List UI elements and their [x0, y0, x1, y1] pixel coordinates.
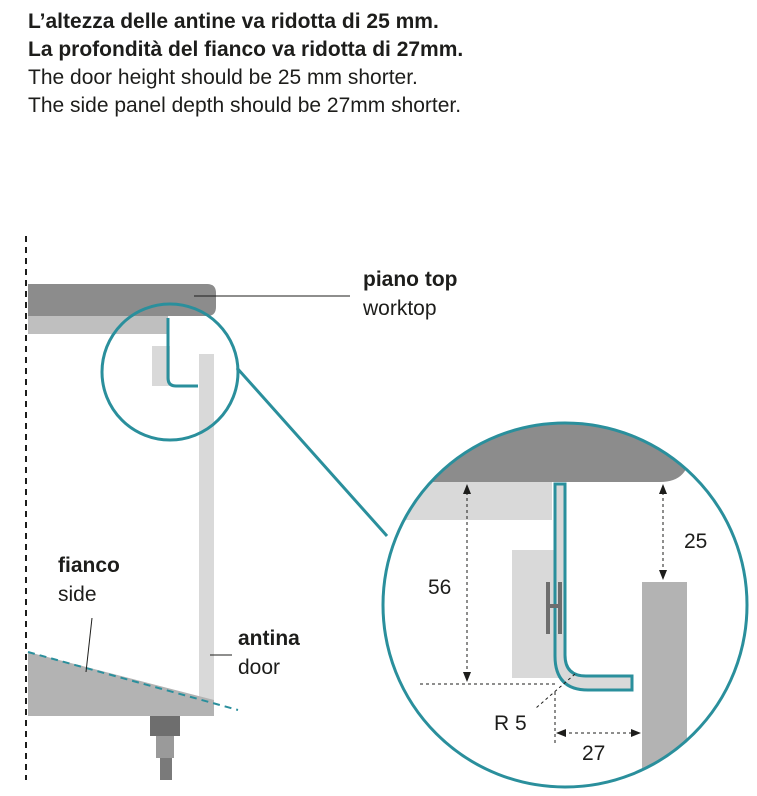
worktop-label-it: piano top [363, 268, 458, 291]
dim-25-label: 25 [684, 530, 708, 553]
dim-56-label: 56 [428, 576, 452, 599]
instruction-line-en-door: The door height should be 25 mm shorter. [28, 66, 418, 89]
dim-25-arrow-bottom [659, 570, 667, 580]
dim-27-arrow-right [631, 729, 641, 737]
instruction-line-it-door: L’altezza delle antine va ridotta di 25 mm. [28, 10, 439, 33]
door-overview [199, 354, 214, 710]
profile-overview [168, 318, 198, 386]
zoom-profile-rail [555, 484, 632, 690]
leg-top [150, 716, 180, 736]
dim-25-arrow-top [659, 484, 667, 494]
instruction-line-en-side: The side panel depth should be 27mm shorter. [28, 94, 462, 117]
side-panel-overview [28, 652, 214, 716]
instruction-line-it-side: La profondità del fianco va ridotta di 27mm. [28, 38, 464, 61]
dim-27-arrow-left [556, 729, 566, 737]
overview-drawing [28, 284, 238, 780]
door-label-it: antina [238, 627, 300, 650]
worktop-overview [28, 284, 216, 316]
side-label-en: side [58, 583, 97, 606]
door-label-en: door [238, 656, 281, 679]
side-label-it: fianco [58, 554, 120, 577]
under-worktop-strip [28, 316, 168, 334]
dim-56-arrow-bottom [463, 672, 471, 682]
radius-label: R 5 [494, 712, 527, 735]
side-leader [86, 618, 92, 672]
leg-bottom [160, 758, 172, 780]
leg-middle [156, 736, 174, 758]
zoom-worktop [380, 420, 690, 482]
zoom-detail [380, 420, 690, 796]
worktop-label-en: worktop [363, 297, 437, 320]
zoom-hinge-cross [546, 604, 562, 608]
zoom-door [642, 582, 687, 796]
radius-leader [536, 674, 575, 708]
detail-connector [237, 368, 387, 536]
dim-27-label: 27 [582, 742, 606, 765]
